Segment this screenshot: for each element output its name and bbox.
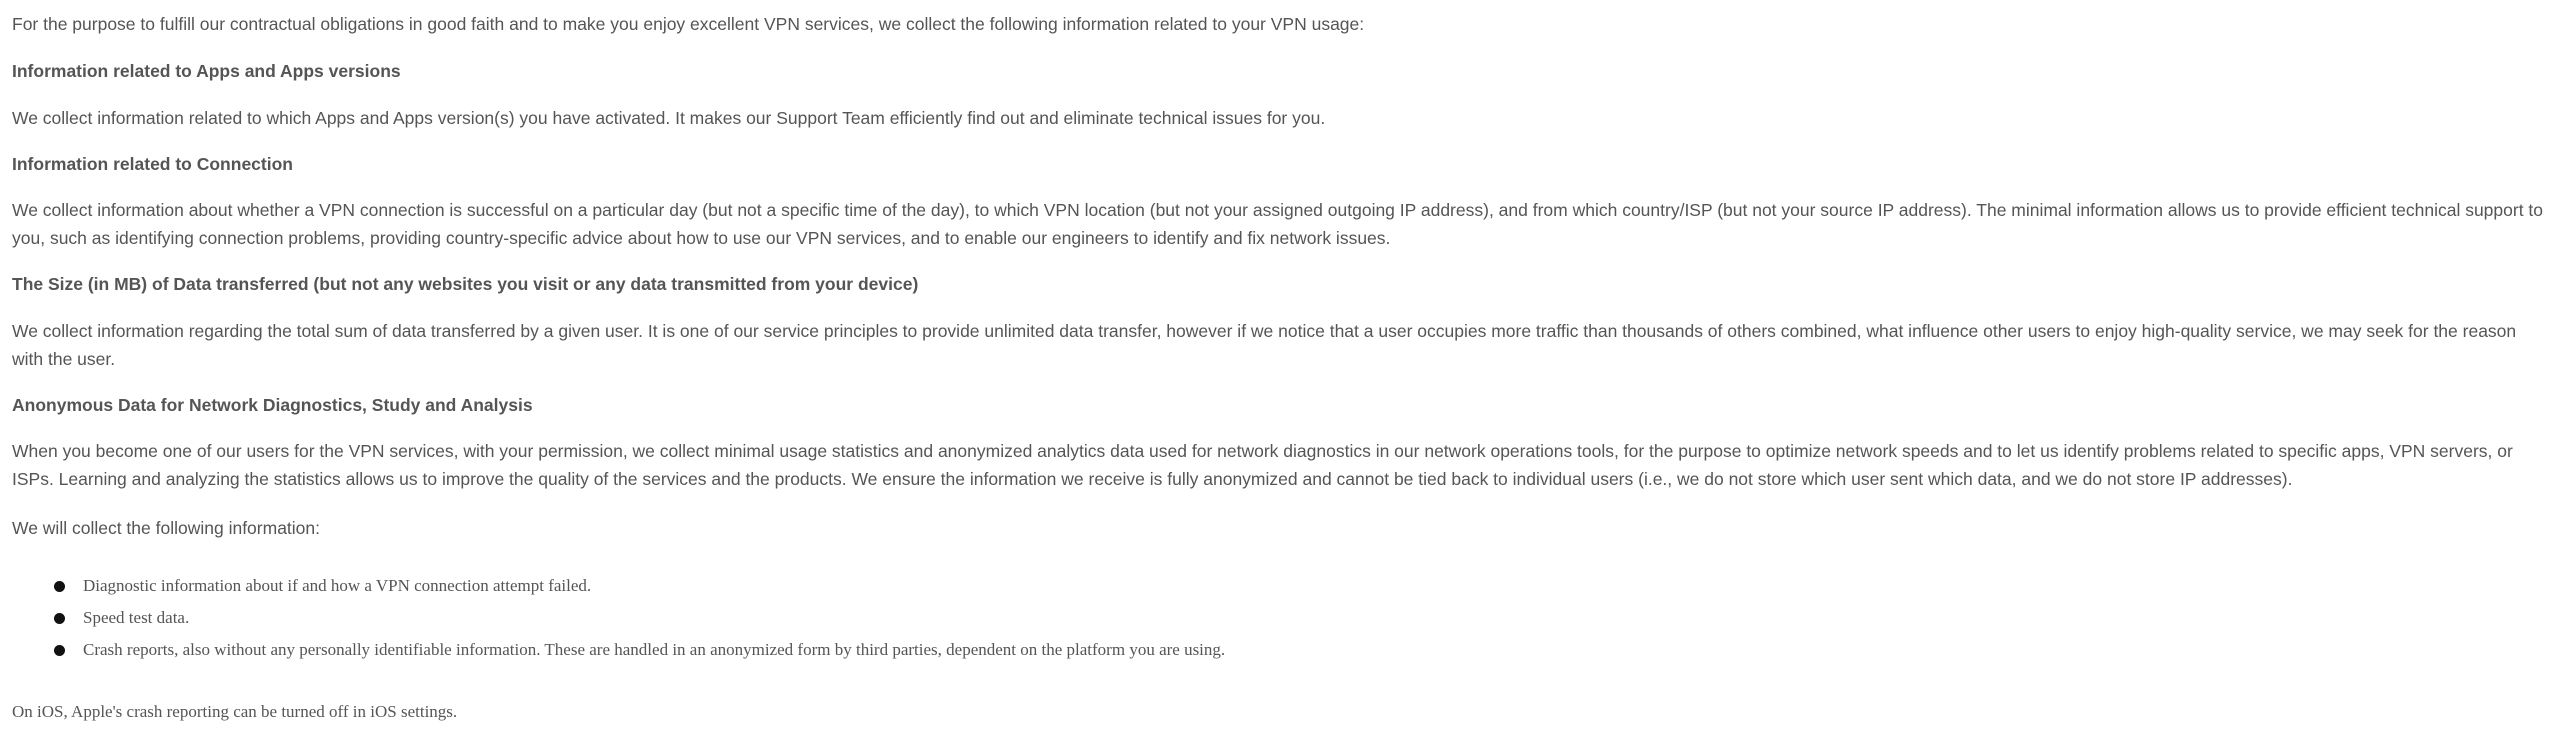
heading-apps-versions: Information related to Apps and Apps versions — [12, 61, 401, 81]
collect-intro: We will collect the following information: — [12, 518, 321, 538]
collected-info-list — [12, 570, 2548, 666]
list-item-text: Speed test data. — [83, 608, 190, 627]
paragraph-data-size: We collect information regarding the total sum of data transferred by a given user. It is one of our service principles to provide unlimited data transfer, however if we notice that a user occupies more traffic than thousands of others combined, what influence other users to enjoy high-quality service, we may seek for the reason with the user. — [12, 321, 2517, 369]
bullet-icon — [54, 613, 65, 624]
ios-note: On iOS, Apple's crash reporting can be turned off in iOS settings. — [12, 702, 458, 721]
list-item-text: Diagnostic information about if and how a VPN connection attempt failed. — [83, 576, 592, 595]
list-item — [12, 634, 2548, 666]
paragraph-apps-versions: We collect information related to which Apps and Apps version(s) you have activated. It makes our Support Team efficiently find out and eliminate technical issues for you. — [12, 108, 1326, 128]
list-item — [12, 602, 2548, 634]
heading-data-size: The Size (in MB) of Data transferred (but not any websites you visit or any data transmitted from your device) — [12, 274, 919, 294]
list-item — [12, 570, 2548, 602]
heading-connection: Information related to Connection — [12, 154, 293, 174]
list-item-text: Crash reports, also without any personally identifiable information. These are handled in an anonymized form by third parties, dependent on the platform you are using. — [83, 640, 1226, 659]
paragraph-connection: We collect information about whether a VPN connection is successful on a particular day (but not a specific time of the day), to which VPN location (but not your assigned outgoing IP address), and from which country/ISP (but not your source IP address). The minimal information allows us to provide efficient technical support to you, such as identifying connection problems, providing country-specific advice about how to use our VPN services, and to enable our engineers to identify and fix network issues. — [12, 200, 2544, 248]
intro-paragraph: For the purpose to fulfill our contractual obligations in good faith and to make you enjoy excellent VPN services, we collect the following information related to your VPN usage: — [12, 14, 1365, 34]
heading-anonymous-data: Anonymous Data for Network Diagnostics, Study and Analysis — [12, 395, 533, 415]
paragraph-anonymous-data: When you become one of our users for the VPN services, with your permission, we collect minimal usage statistics and anonymized analytics data used for network diagnostics in our network operations tools, for the purpose to optimize network speeds and to let us identify problems related to specific apps, VPN servers, or ISPs. Learning and analyzing the statistics allows us to improve the quality of the services and the products. We ensure the information we receive is fully anonymized and cannot be tied back to individual users (i.e., we do not store which user sent which data, and we do not store IP addresses). — [12, 441, 2513, 489]
bullet-icon — [54, 581, 65, 592]
bullet-icon — [54, 645, 65, 656]
